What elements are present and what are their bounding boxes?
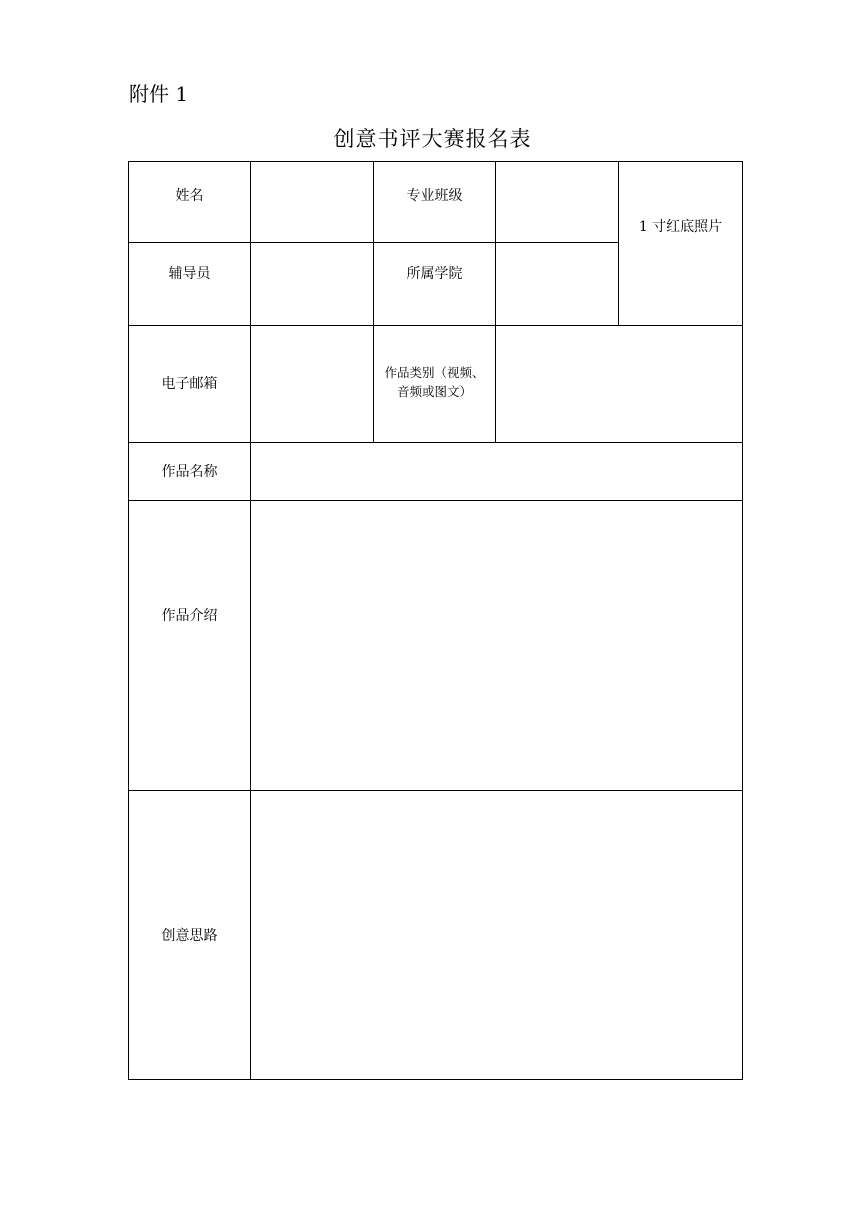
attachment-label: 附件 1 [129, 82, 189, 106]
registration-form-table [128, 161, 743, 1080]
work-category-label-line1: 作品类别（视频、 [384, 365, 485, 380]
major-class-label: 专业班级 [374, 162, 496, 243]
creative-idea-field[interactable] [251, 791, 743, 1080]
advisor-field[interactable] [251, 243, 374, 326]
advisor-label: 辅导员 [129, 243, 251, 326]
work-title-field[interactable] [251, 443, 743, 501]
form-title: 创意书评大赛报名表 [333, 127, 532, 151]
work-intro-label: 作品介绍 [129, 501, 251, 791]
name-label: 姓名 [129, 162, 251, 243]
work-category-label [374, 326, 496, 443]
work-category-field[interactable] [496, 326, 743, 443]
major-class-field[interactable] [496, 162, 619, 243]
college-label: 所属学院 [374, 243, 496, 326]
college-field[interactable] [496, 243, 619, 326]
photo-placeholder[interactable]: 1 寸红底照片 [619, 162, 743, 326]
creative-idea-label: 创意思路 [129, 791, 251, 1080]
email-label: 电子邮箱 [129, 326, 251, 443]
name-field[interactable] [251, 162, 374, 243]
work-category-label-line2: 音频或图文） [396, 384, 472, 399]
work-intro-field[interactable] [251, 501, 743, 791]
work-title-label: 作品名称 [129, 443, 251, 501]
email-field[interactable] [251, 326, 374, 443]
